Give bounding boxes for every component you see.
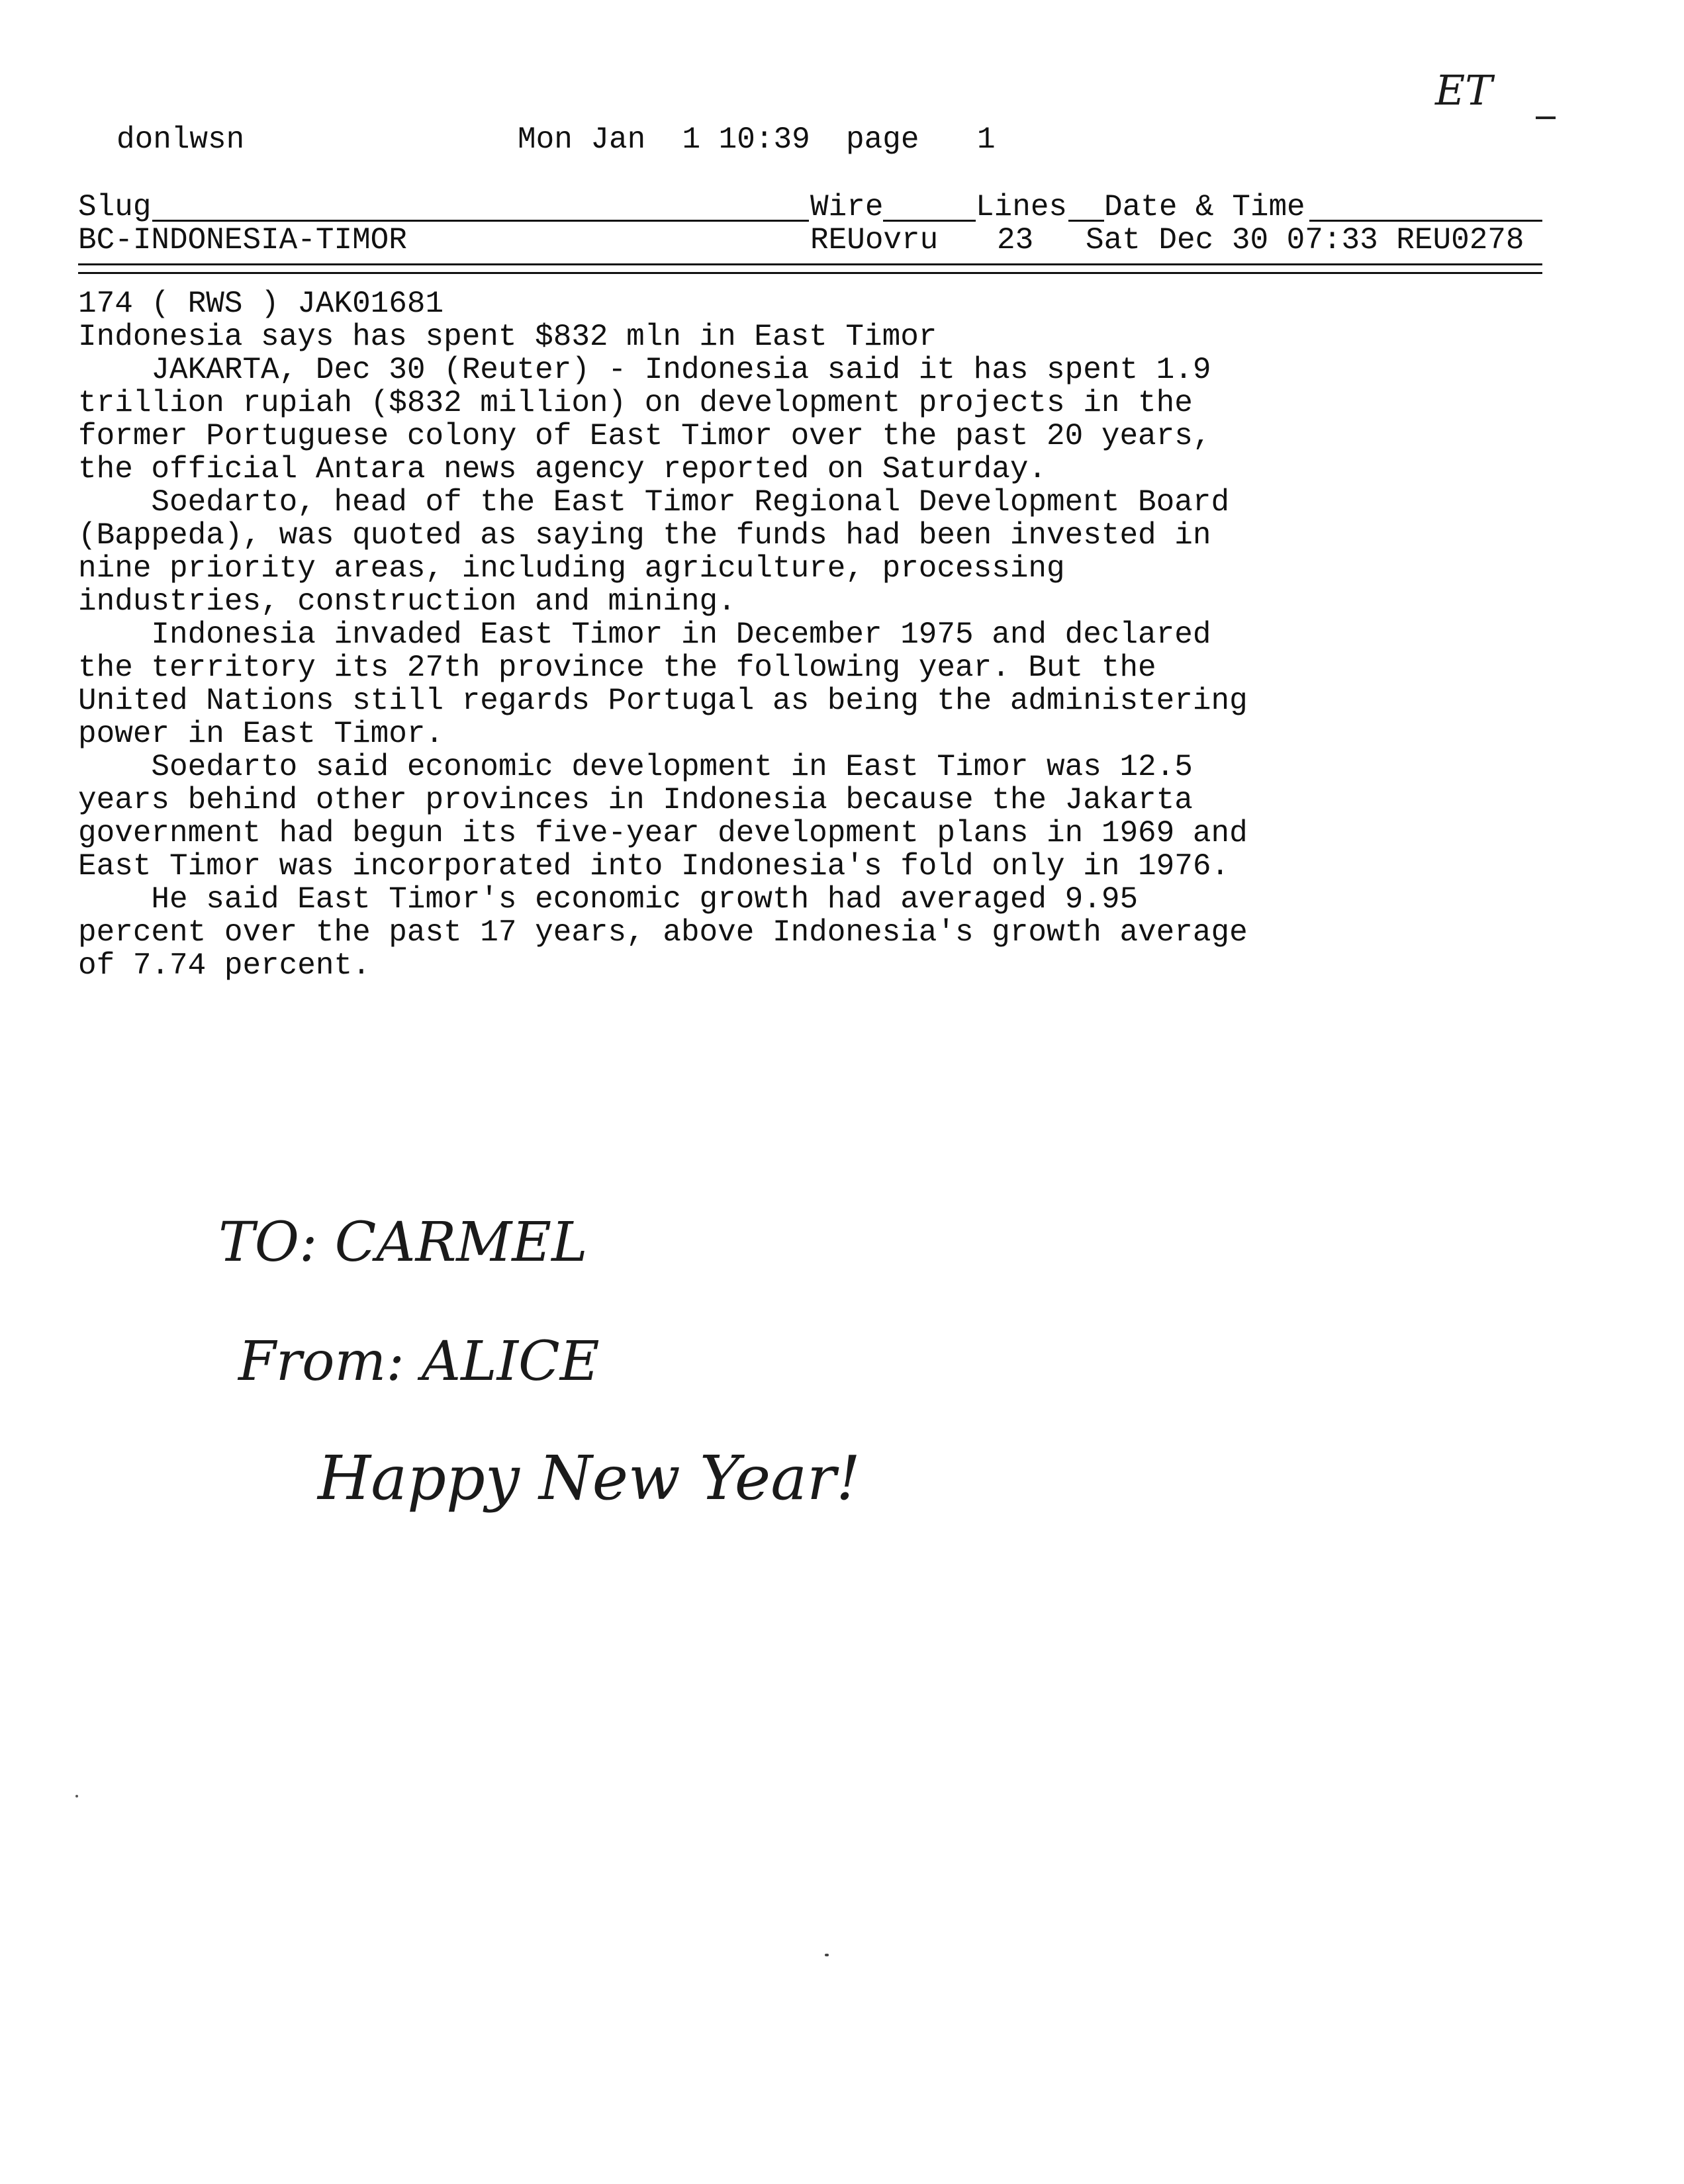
slug-label: Slug <box>78 190 152 224</box>
wire-label: Wire <box>810 190 884 224</box>
speck-mark <box>75 1795 78 1797</box>
datetime-value: Sat Dec 30 07:33 REU0278 <box>1086 223 1524 257</box>
story-line: the territory its 27th province the following year. But the <box>78 651 1156 685</box>
header-page-label: page <box>846 122 919 157</box>
story-line: power in East Timor. <box>78 717 444 751</box>
story-line: government had begun its five-year development plans in 1969 and <box>78 816 1248 850</box>
lines-value: 23 <box>997 223 1034 257</box>
lines-label: Lines <box>976 190 1068 224</box>
story-line: trillion rupiah ($832 million) on development projects in the <box>78 386 1193 420</box>
note-to: TO: CARMEL <box>218 1211 588 1274</box>
story-line: Soedarto, head of the East Timor Regional Development Board <box>78 485 1230 520</box>
story-headline: Indonesia says has spent $832 mln in East Timor <box>78 320 937 354</box>
story-line: East Timor was incorporated into Indonesia's fold only in 1976. <box>78 849 1230 884</box>
wire-value: REUovru <box>810 223 939 257</box>
speck-mark <box>825 1954 829 1956</box>
header-datetime: Mon Jan 1 10:39 <box>518 122 810 157</box>
story-line: percent over the past 17 years, above Indonesia's growth average <box>78 915 1248 950</box>
separator-rule <box>78 263 1542 274</box>
story-line: nine priority areas, including agriculture, processing <box>78 551 1065 586</box>
story-line: years behind other provinces in Indonesia because the Jakarta <box>78 783 1193 817</box>
story-line: Indonesia invaded East Timor in December 1975 and declared <box>78 617 1211 652</box>
slug-value: BC-INDONESIA-TIMOR <box>78 223 407 257</box>
slug-underline <box>152 220 809 222</box>
story-line: industries, construction and mining. <box>78 584 736 619</box>
story-line: United Nations still regards Portugal as being the administering <box>78 684 1248 718</box>
story-line: of 7.74 percent. <box>78 948 371 983</box>
story-line: He said East Timor's economic growth had averaged 9.95 <box>78 882 1139 917</box>
wire-underline <box>883 220 976 222</box>
note-message: Happy New Year! <box>318 1443 861 1514</box>
story-line: the official Antara news agency reported on Saturday. <box>78 452 1047 486</box>
datetime-label: Date & Time <box>1104 190 1305 224</box>
header-page-number: 1 <box>977 122 996 157</box>
story-line: JAKARTA, Dec 30 (Reuter) - Indonesia said it has spent 1.9 <box>78 353 1211 387</box>
corner-handwritten-mark: ET <box>1435 66 1493 114</box>
story-line: former Portuguese colony of East Timor over the past 20 years, <box>78 419 1211 453</box>
corner-dash <box>1536 116 1556 119</box>
datetime-underline <box>1309 220 1542 222</box>
lines-underline <box>1068 220 1104 222</box>
story-id-line: 174 ( RWS ) JAK01681 <box>78 287 444 321</box>
note-from: From: ALICE <box>238 1330 600 1393</box>
story-line: Soedarto said economic development in East Timor was 12.5 <box>78 750 1193 784</box>
header-user: donlwsn <box>117 122 245 157</box>
story-line: (Bappeda), was quoted as saying the funds had been invested in <box>78 518 1211 553</box>
